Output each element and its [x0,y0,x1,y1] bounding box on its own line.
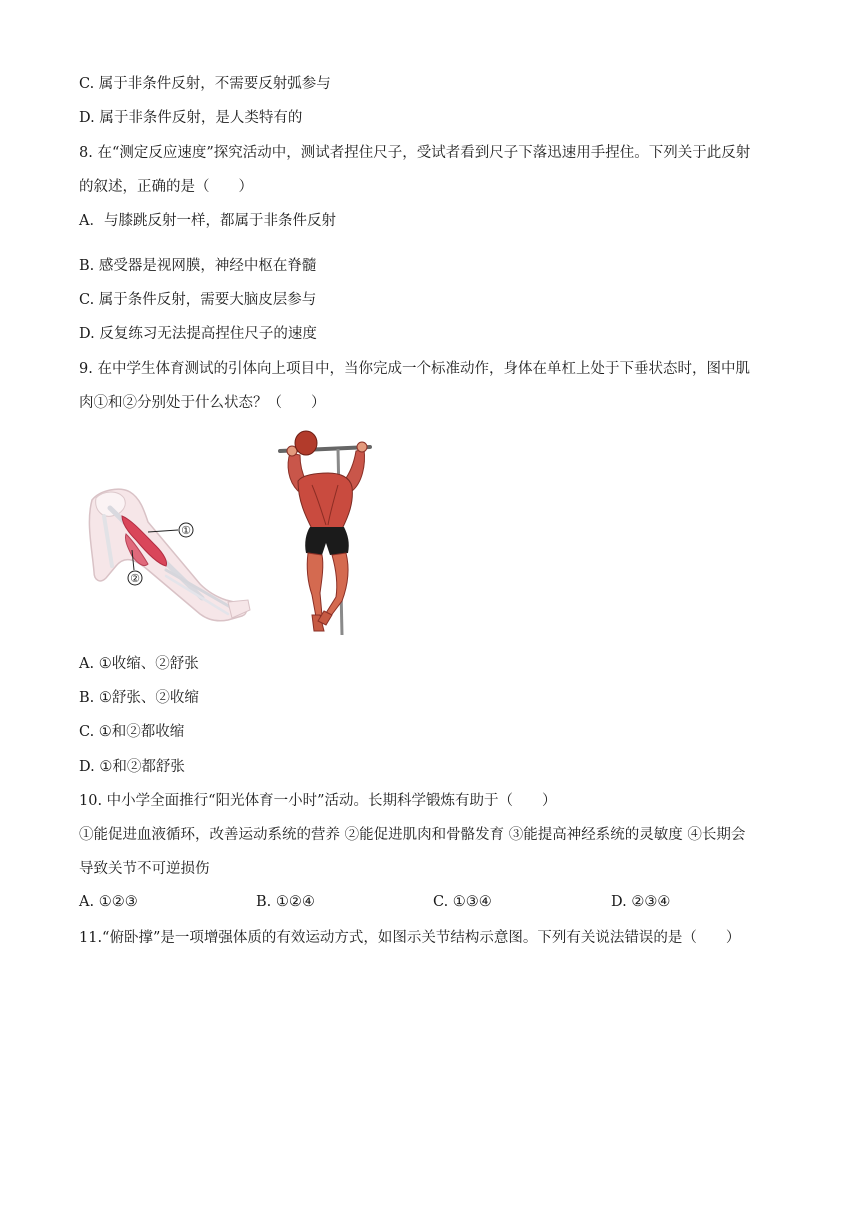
q8-option-d[interactable]: D. 反复练习无法提高捏住尺子的速度 [79,326,317,342]
q10-items-line2: 导致关节不可逆损伤 [79,861,210,877]
q9-option-d[interactable]: D. ①和②都舒张 [79,759,185,775]
q9-option-b[interactable]: B. ①舒张、②收缩 [79,690,199,706]
q11-stem: 11.“俯卧撑”是一项增强体质的有效运动方式，如图示关节结构示意图。下列有关说法错误的是（ ） [79,930,741,946]
q10-stem: 10. 中小学全面推行“阳光体育一小时”活动。长期科学锻炼有助于（ ） [79,793,557,809]
q8-option-a[interactable]: A．与膝跳反射一样，都属于非条件反射 [79,213,336,229]
q10-option-c[interactable]: C. ①③④ [433,894,492,910]
q7-option-d[interactable]: D. 属于非条件反射，是人类特有的 [79,110,303,126]
q10-option-a[interactable]: A. ①②③ [79,894,138,910]
q8-stem-line2: 的叙述，正确的是（ ） [79,179,253,195]
q8-option-b[interactable]: B. 感受器是视网膜，神经中枢在脊髓 [79,258,317,274]
pull-up-figure [272,425,376,637]
q9-option-a[interactable]: A. ①收缩、②舒张 [79,656,199,672]
q10-items-line1: ①能促进血液循环，改善运动系统的营养 ②能促进肌肉和骨骼发育 ③能提高神经系统的灵敏度 ④长期会 [79,827,746,843]
muscle-label-2: ② [130,572,140,585]
q7-option-c[interactable]: C. 属于非条件反射，不需要反射弧参与 [79,76,331,92]
q9-stem-line1: 9. 在中学生体育测试的引体向上项目中，当你完成一个标准动作，身体在单杠上处于下垂状态时，图中肌 [79,361,750,377]
q9-option-c[interactable]: C. ①和②都收缩 [79,724,185,740]
muscle-label-1: ① [181,524,191,537]
arm-muscle-diagram [82,486,254,631]
q10-option-d[interactable]: D. ②③④ [611,894,671,910]
q8-option-c[interactable]: C. 属于条件反射，需要大脑皮层参与 [79,292,317,308]
q9-stem-line2: 肉①和②分别处于什么状态？（ ） [79,395,326,411]
q10-option-b[interactable]: B. ①②④ [256,894,315,910]
q8-stem-line1: 8. 在“测定反应速度”探究活动中，测试者捏住尺子，受试者看到尺子下落迅速用手捏住。下列关于此反射 [79,145,751,161]
